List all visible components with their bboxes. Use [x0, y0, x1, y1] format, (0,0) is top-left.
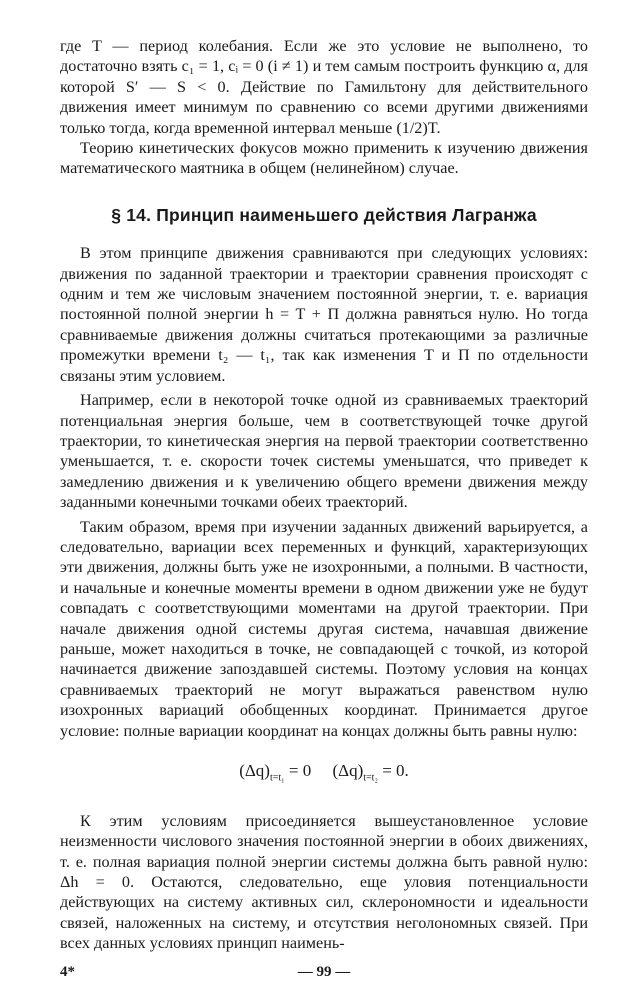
- intro-paragraph-2: Теорию кинетических фокусов можно применить к изучению движения математического маятника в общем (нелинейном) случае.: [60, 139, 588, 178]
- formula-right-rhs: = 0.: [377, 761, 409, 780]
- body-paragraph-1: В этом принципе движения сравниваются при следующих условиях: движения по заданной траектории и траектории сравнения происходят с одним и тем же числовым значением постоянной энергии, т. е. вариация постоянной полной энергии h = T + Π должна равняться нулю. Но тогда сравниваемые движения должны считаться протекающими за различные промежутки времени t₂ — t₁, так как изменения T и Π по отдельности связаны этим условием.: [60, 244, 588, 385]
- section-title: § 14. Принцип наименьшего действия Лагранжа: [111, 204, 537, 225]
- intro-paragraph-1: где T — период колебания. Если же это условие не выполнено, то достаточно взять c₁ = 1, cᵢ = 0 (i ≠ 1) и тем самым построить функцию α, для которой S′ — S < 0. Действие по Гамильтону для действительного движения имеет минимум по сравнению со всеми другими движениями только тогда, когда временной интервал меньше (1/2)T.: [60, 37, 588, 137]
- formula-left-sub: t=t₁: [269, 772, 285, 784]
- boundary-conditions-formula: [60, 761, 588, 789]
- formula-right-sub: t=t₂: [363, 772, 378, 784]
- formula-right: (Δq): [332, 761, 364, 780]
- page-content: [60, 36, 588, 954]
- formula-left: (Δq): [239, 761, 270, 780]
- formula-left-rhs: = 0: [284, 761, 312, 780]
- page-number: — 99 —: [297, 964, 351, 980]
- page-footer: [60, 962, 588, 986]
- body-paragraph-3: Таким образом, время при изучении заданных движений варьируется, а следовательно, вариации всех переменных и функций, характеризующих эти движения, должны быть уже не изохронными, а полными. В частности, и начальные и конечные моменты времени в одном движении уже не будут совпадать с соответствующими моментами на другой траектории. При начале движения одной системы другая система, начавшая движение раньше, может находиться в точке, не совпадающей с точкой, из которой начинается движение запоздавшей системы. Поэтому условия на концах сравниваемых траекторий не могут выражаться равенством нулю изохронных вариаций обобщенных координат. Принимается другое условие: полные вариации координат на концах должны быть равны нулю:: [60, 517, 588, 740]
- body-paragraph-2: Например, если в некоторой точке одной из сравниваемых траекторий потенциальная энергия больше, чем в соответствующей точке другой траектории, то кинетическая энергия на первой траектории соответственно уменьшается, т. е. скорости точек системы уменьшатся, что приведет к замедлению движения и к увеличению общего времени движения между заданными конечными точками обеих траекторий.: [60, 391, 588, 512]
- closing-paragraph: К этим условиям присоединяется вышеустановленное условие неизменности числового значения постоянной энергии в обоих движениях, т. е. полная вариация полной энергии системы должна быть равной нулю: Δh = 0. Остаются, следовательно, еще уловия потенциальности действующих на систему активных сил, склерономности и идеальности связей, наложенных на систему, и отсутствия неголономных связей. При всех данных условиях принцип наимень-: [60, 811, 588, 953]
- signature-mark: 4*: [60, 964, 75, 980]
